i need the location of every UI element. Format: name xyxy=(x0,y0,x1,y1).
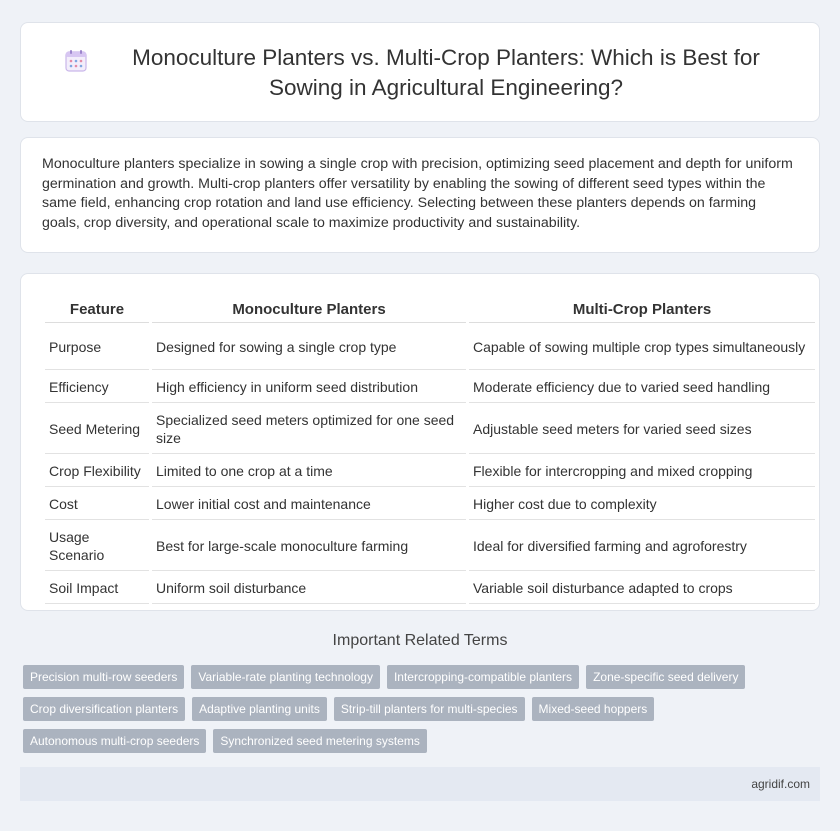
multi-crop-cell: Adjustable seed meters for varied seed sizes xyxy=(469,405,815,454)
related-term-tag[interactable]: Mixed-seed hoppers xyxy=(532,697,655,721)
table-row xyxy=(45,489,815,520)
related-term-tag[interactable]: Crop diversification planters xyxy=(23,697,185,721)
table-header-row xyxy=(45,295,815,323)
multi-crop-cell: Ideal for diversified farming and agroforestry xyxy=(469,522,815,571)
monoculture-cell: Uniform soil disturbance xyxy=(152,573,466,604)
monoculture-cell: High efficiency in uniform seed distribution xyxy=(152,372,466,403)
feature-cell: Usage Scenario xyxy=(45,522,149,571)
footer-site-link[interactable]: agridif.com xyxy=(751,777,810,791)
table-row xyxy=(45,372,815,403)
multi-crop-cell: Flexible for intercropping and mixed cropping xyxy=(469,456,815,487)
table-row xyxy=(45,405,815,454)
column-header-feature: Feature xyxy=(45,295,149,323)
multi-crop-cell: Variable soil disturbance adapted to crops xyxy=(469,573,815,604)
column-header-monoculture: Monoculture Planters xyxy=(152,295,466,323)
intro-card xyxy=(20,137,820,253)
related-term-tag[interactable]: Zone-specific seed delivery xyxy=(586,665,745,689)
footer xyxy=(20,767,820,801)
related-terms-list xyxy=(23,665,763,761)
related-terms-heading: Important Related Terms xyxy=(332,632,508,649)
page-title: Monoculture Planters vs. Multi-Crop Planters: Which is Best for Sowing in Agricultural Engineering? xyxy=(132,45,760,100)
feature-cell: Seed Metering xyxy=(45,405,149,454)
related-term-tag[interactable]: Variable-rate planting technology xyxy=(191,665,380,689)
related-term-tag[interactable]: Autonomous multi-crop seeders xyxy=(23,729,206,753)
column-header-multi-crop: Multi-Crop Planters xyxy=(469,295,815,323)
multi-crop-cell: Moderate efficiency due to varied seed handling xyxy=(469,372,815,403)
multi-crop-cell: Capable of sowing multiple crop types simultaneously xyxy=(469,325,815,370)
table-row xyxy=(45,325,815,370)
feature-cell: Soil Impact xyxy=(45,573,149,604)
comparison-table xyxy=(42,293,818,606)
feature-cell: Efficiency xyxy=(45,372,149,403)
monoculture-cell: Specialized seed meters optimized for one seed size xyxy=(152,405,466,454)
calendar-icon xyxy=(64,49,88,73)
related-term-tag[interactable]: Precision multi-row seeders xyxy=(23,665,184,689)
related-term-tag[interactable]: Intercropping-compatible planters xyxy=(387,665,579,689)
related-term-tag[interactable]: Adaptive planting units xyxy=(192,697,327,721)
feature-cell: Purpose xyxy=(45,325,149,370)
monoculture-cell: Limited to one crop at a time xyxy=(152,456,466,487)
related-term-tag[interactable]: Strip-till planters for multi-species xyxy=(334,697,525,721)
table-row xyxy=(45,573,815,604)
monoculture-cell: Lower initial cost and maintenance xyxy=(152,489,466,520)
multi-crop-cell: Higher cost due to complexity xyxy=(469,489,815,520)
monoculture-cell: Best for large-scale monoculture farming xyxy=(152,522,466,571)
feature-cell: Crop Flexibility xyxy=(45,456,149,487)
monoculture-cell: Designed for sowing a single crop type xyxy=(152,325,466,370)
related-term-tag[interactable]: Synchronized seed metering systems xyxy=(213,729,426,753)
feature-cell: Cost xyxy=(45,489,149,520)
intro-paragraph: Monoculture planters specialize in sowing a single crop with precision, optimizing seed placement and depth for uniform germination and growth. Multi-crop planters offer versatility by enabling the sowing of different seed types within the same field, enhancing crop rotation and land use efficiency. Selecting between these planters depends on farming goals, crop diversity, and operational scale to maximize productivity and sustainability. xyxy=(42,156,793,231)
title-card xyxy=(20,22,820,122)
table-row xyxy=(45,456,815,487)
table-row xyxy=(45,522,815,571)
comparison-card xyxy=(20,273,820,611)
